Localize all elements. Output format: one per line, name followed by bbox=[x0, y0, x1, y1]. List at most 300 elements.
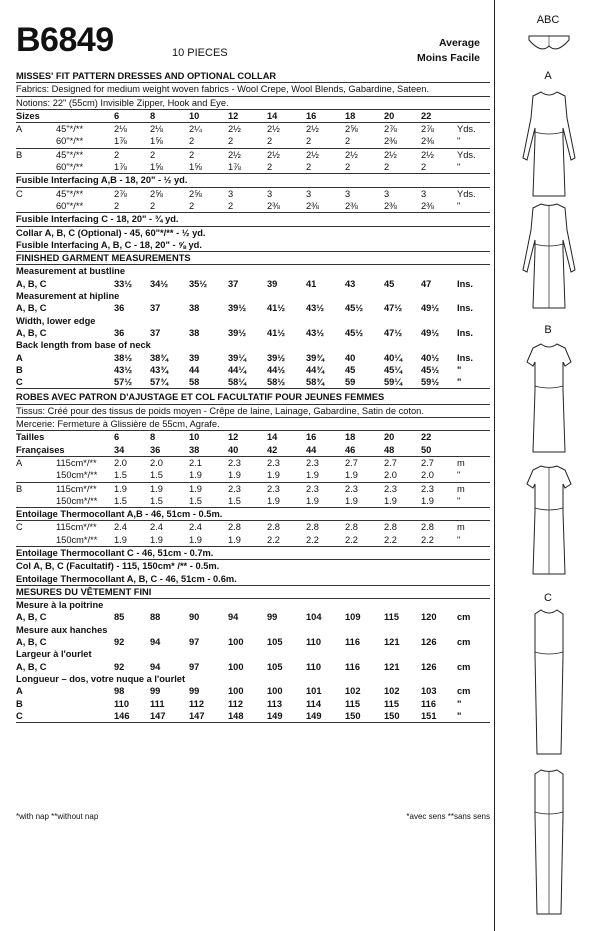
table-cell: 39½ bbox=[228, 303, 247, 314]
table-cell: 115 bbox=[384, 612, 399, 623]
section-heading bbox=[16, 70, 490, 83]
table-cell: 110 bbox=[306, 637, 321, 648]
table-cell: 58 bbox=[189, 377, 200, 388]
unit-label: " bbox=[457, 162, 461, 173]
table-cell: 97 bbox=[189, 637, 200, 648]
row-label: A, B, C bbox=[16, 612, 47, 623]
table-cell: 2.2 bbox=[384, 534, 397, 545]
table-cell: 2⅜ bbox=[421, 136, 434, 147]
table-cell: 42 bbox=[267, 444, 278, 455]
table-cell: 38 bbox=[189, 444, 200, 455]
table-cell: 44 bbox=[189, 364, 200, 375]
table-cell: 40 bbox=[228, 444, 239, 455]
line-text: Mercerie: Fermeture à Glissière de 55cm, Agrafe. bbox=[16, 419, 220, 430]
unit-label: " bbox=[457, 200, 461, 211]
table-cell: 2⅜ bbox=[267, 200, 280, 211]
table-cell: 40½ bbox=[421, 352, 440, 363]
line-text: Entoilage Thermocollant A,B - 46, 51cm - 0.5m. bbox=[16, 509, 223, 520]
table-cell: 94 bbox=[150, 637, 161, 648]
fabric-width: 60"*/** bbox=[56, 200, 84, 211]
unit-label: m bbox=[457, 457, 465, 468]
table-cell: 101 bbox=[306, 686, 322, 697]
unit-label: Ins. bbox=[457, 278, 474, 289]
table-cell: 2.0 bbox=[421, 470, 434, 481]
table-cell: 90 bbox=[189, 612, 200, 623]
info-line bbox=[16, 508, 490, 521]
table-cell: 47½ bbox=[384, 303, 403, 314]
table-cell: 2.3 bbox=[228, 483, 241, 494]
table-cell: 2.4 bbox=[114, 522, 127, 533]
table-cell: 49½ bbox=[421, 327, 440, 338]
table-cell: 148 bbox=[228, 710, 244, 721]
fabric-width: 115cm*/** bbox=[56, 483, 97, 494]
view-a-front-illustration bbox=[519, 88, 579, 198]
table-cell: 2.8 bbox=[345, 522, 358, 533]
table-cell: 97 bbox=[189, 661, 200, 672]
table-cell: 48 bbox=[384, 444, 395, 455]
table-cell: 1.9 bbox=[345, 495, 358, 506]
section-heading bbox=[16, 391, 490, 404]
view-label-collar: ABC bbox=[536, 14, 560, 26]
table-cell: 2.0 bbox=[150, 457, 163, 468]
table-cell: 1.9 bbox=[345, 470, 358, 481]
table-cell: 2.0 bbox=[384, 470, 397, 481]
table-cell: 100 bbox=[228, 686, 244, 697]
table-cell: 116 bbox=[345, 661, 360, 672]
line-text: Width, lower edge bbox=[16, 315, 96, 326]
table-row bbox=[16, 200, 490, 213]
table-cell: 1.5 bbox=[150, 470, 163, 481]
table-cell: 18 bbox=[345, 110, 356, 121]
line-text: Collar A, B, C (Optional) - 45, 60"*/** - ½ yd. bbox=[16, 227, 206, 238]
row-label: B bbox=[16, 698, 23, 709]
row-label: B bbox=[16, 483, 23, 494]
info-line bbox=[16, 290, 490, 302]
table-cell: 116 bbox=[345, 637, 360, 648]
table-cell: 20 bbox=[384, 110, 395, 121]
row-label: A bbox=[16, 124, 23, 135]
table-row bbox=[16, 611, 490, 623]
english-yardage-table bbox=[16, 70, 490, 389]
view-c-front-illustration bbox=[519, 606, 579, 756]
table-cell: 47 bbox=[421, 278, 432, 289]
table-cell: 22 bbox=[421, 432, 432, 443]
table-cell: 100 bbox=[267, 686, 283, 697]
table-cell: 43 bbox=[345, 278, 356, 289]
table-cell: 8 bbox=[150, 432, 156, 443]
view-label-a: A bbox=[544, 70, 552, 82]
row-label: A, B, C bbox=[16, 661, 47, 672]
table-cell: 49½ bbox=[421, 303, 440, 314]
unit-label: Yds. bbox=[457, 124, 476, 135]
unit-label: cm bbox=[457, 612, 471, 623]
table-cell: 110 bbox=[114, 698, 129, 709]
table-cell: 2.7 bbox=[345, 457, 358, 468]
table-cell: 44½ bbox=[267, 364, 286, 375]
table-cell: 2.7 bbox=[421, 457, 434, 468]
table-cell: 126 bbox=[421, 661, 437, 672]
line-text: Tissus: Créé pour des tissus de poids moyen - Crêpe de laine, Lainage, Gabardine, Satin de coton. bbox=[16, 405, 424, 416]
table-cell: 2.3 bbox=[267, 457, 280, 468]
unit-label: cm bbox=[457, 661, 471, 672]
table-cell: 39½ bbox=[228, 327, 247, 338]
table-cell: 14 bbox=[267, 110, 278, 121]
table-cell: 150 bbox=[345, 710, 361, 721]
row-label: Tailles bbox=[16, 432, 45, 443]
table-cell: 12 bbox=[228, 432, 239, 443]
fabric-width: 115cm*/** bbox=[56, 522, 97, 533]
table-cell: 38 bbox=[189, 303, 200, 314]
table-cell: 2 bbox=[228, 200, 234, 211]
line-text: Measurement at bustline bbox=[16, 266, 126, 277]
line-text: ROBES AVEC PATRON D'AJUSTAGE ET COL FACULTATIF POUR JEUNES FEMMES bbox=[16, 392, 385, 403]
table-cell: 2.8 bbox=[267, 522, 280, 533]
table-cell: 115 bbox=[384, 698, 399, 709]
table-row bbox=[16, 376, 490, 389]
table-cell: 1.5 bbox=[228, 495, 241, 506]
table-cell: 2.3 bbox=[306, 483, 319, 494]
table-cell: 1.9 bbox=[228, 470, 241, 481]
table-cell: 1.9 bbox=[306, 470, 319, 481]
table-cell: 2.3 bbox=[345, 483, 358, 494]
table-cell: 2⅛ bbox=[114, 124, 127, 135]
unit-label: Ins. bbox=[457, 327, 474, 338]
footnote-french: *avec sens **sans sens bbox=[406, 812, 490, 821]
table-cell: 2.3 bbox=[267, 483, 280, 494]
table-cell: 150 bbox=[384, 710, 400, 721]
table-cell: 2 bbox=[228, 136, 234, 147]
table-cell: 111 bbox=[150, 698, 165, 709]
table-cell: 43½ bbox=[306, 327, 325, 338]
fabric-width: 150cm*/** bbox=[56, 534, 98, 545]
table-cell: 2⅝ bbox=[345, 124, 358, 135]
table-cell: 3 bbox=[345, 188, 351, 199]
line-text: Fabrics: Designed for medium weight woven fabrics - Wool Crepe, Wool Blends, Gabardine, Sateen. bbox=[16, 84, 430, 95]
unit-label: Ins. bbox=[457, 352, 474, 363]
table-row bbox=[16, 534, 490, 547]
table-cell: 2⅜ bbox=[345, 200, 358, 211]
table-cell: 1⅞ bbox=[114, 162, 127, 173]
table-cell: 2.2 bbox=[345, 534, 358, 545]
table-cell: 2½ bbox=[267, 124, 280, 135]
section-heading bbox=[16, 252, 490, 265]
view-illustrations bbox=[494, 0, 600, 931]
table-row bbox=[16, 685, 490, 697]
table-cell: 121 bbox=[384, 661, 400, 672]
unit-label: Yds. bbox=[457, 188, 476, 199]
view-a-back-illustration bbox=[519, 200, 579, 310]
table-cell: 112 bbox=[228, 698, 243, 709]
row-label: B bbox=[16, 364, 23, 375]
line-text: Mesure aux hanches bbox=[16, 624, 108, 635]
unit-label: Yds. bbox=[457, 149, 476, 160]
table-cell: 85 bbox=[114, 612, 125, 623]
table-cell: 40¼ bbox=[384, 352, 403, 363]
table-cell: 36 bbox=[114, 327, 125, 338]
table-cell: 14 bbox=[267, 432, 278, 443]
row-label: A, B, C bbox=[16, 327, 47, 338]
table-cell: 39¼ bbox=[228, 352, 247, 363]
table-cell: 2⅝ bbox=[189, 188, 202, 199]
info-line bbox=[16, 339, 490, 351]
table-row bbox=[16, 457, 490, 469]
unit-label: " bbox=[457, 364, 462, 375]
table-cell: 33½ bbox=[114, 278, 133, 289]
table-cell: 92 bbox=[114, 637, 125, 648]
difficulty-en: Average bbox=[438, 37, 480, 49]
table-cell: 58¼ bbox=[228, 377, 247, 388]
table-cell: 22 bbox=[421, 110, 432, 121]
table-cell: 2 bbox=[421, 162, 427, 173]
table-cell: 151 bbox=[421, 710, 437, 721]
table-cell: 2⅜ bbox=[384, 136, 397, 147]
table-cell: 3 bbox=[228, 188, 234, 199]
table-cell: 103 bbox=[421, 686, 437, 697]
table-cell: 2 bbox=[345, 136, 351, 147]
table-row bbox=[16, 364, 490, 376]
table-cell: 1⅝ bbox=[150, 136, 163, 147]
table-cell: 2½ bbox=[228, 124, 241, 135]
table-cell: 109 bbox=[345, 612, 361, 623]
table-cell: 102 bbox=[384, 686, 400, 697]
table-cell: 38½ bbox=[114, 352, 133, 363]
table-row bbox=[16, 431, 490, 443]
table-cell: 2.7 bbox=[384, 457, 397, 468]
table-cell: 120 bbox=[421, 612, 437, 623]
line-text: Fusible Interfacing A, B, C - 18, 20" - ⅝ yd. bbox=[16, 239, 202, 250]
table-row bbox=[16, 161, 490, 174]
table-cell: 39¾ bbox=[306, 352, 325, 363]
view-label-b: B bbox=[544, 324, 552, 336]
table-cell: 1.9 bbox=[150, 483, 163, 494]
info-line bbox=[16, 315, 490, 327]
table-cell: 99 bbox=[267, 612, 278, 623]
fabric-width: 45"*/** bbox=[56, 188, 84, 199]
table-cell: 36 bbox=[150, 444, 161, 455]
line-text: Notions: 22" (55cm) Invisible Zipper, Hook and Eye. bbox=[16, 97, 229, 108]
row-label: C bbox=[16, 710, 23, 721]
table-cell: 39 bbox=[189, 352, 200, 363]
table-row bbox=[16, 636, 490, 648]
table-cell: 2.4 bbox=[150, 522, 163, 533]
row-label: A bbox=[16, 457, 23, 468]
table-cell: 104 bbox=[306, 612, 322, 623]
table-cell: 2 bbox=[189, 200, 195, 211]
collar-illustration bbox=[527, 32, 571, 56]
table-cell: 43½ bbox=[114, 364, 133, 375]
table-cell: 59½ bbox=[421, 377, 440, 388]
view-b-back-illustration bbox=[519, 462, 579, 577]
table-cell: 2⅞ bbox=[384, 124, 397, 135]
table-cell: 1.9 bbox=[384, 495, 397, 506]
table-row bbox=[16, 661, 490, 673]
table-cell: 1.9 bbox=[267, 495, 280, 506]
table-row bbox=[16, 110, 490, 123]
table-cell: 1.9 bbox=[114, 534, 127, 545]
table-cell: 2.8 bbox=[421, 522, 434, 533]
row-label: A, B, C bbox=[16, 637, 47, 648]
french-yardage-table bbox=[16, 391, 490, 723]
table-cell: 2.2 bbox=[421, 534, 434, 545]
table-cell: 1.5 bbox=[150, 495, 163, 506]
table-cell: 6 bbox=[114, 110, 120, 121]
table-row bbox=[16, 135, 490, 148]
table-cell: 3 bbox=[421, 188, 427, 199]
table-cell: 2.3 bbox=[421, 483, 434, 494]
table-cell: 45½ bbox=[345, 303, 364, 314]
table-cell: 1.5 bbox=[114, 495, 127, 506]
line-text: MESURES DU VÊTEMENT FINI bbox=[16, 586, 152, 597]
row-label: Sizes bbox=[16, 110, 40, 121]
table-cell: 2⅛ bbox=[150, 124, 163, 135]
table-cell: 2¼ bbox=[189, 124, 202, 135]
table-cell: 1⅞ bbox=[114, 136, 127, 147]
view-c-back-illustration bbox=[519, 766, 579, 916]
unit-label: m bbox=[457, 483, 465, 494]
table-cell: 45 bbox=[384, 278, 395, 289]
table-cell: 58½ bbox=[267, 377, 286, 388]
table-row bbox=[16, 352, 490, 364]
table-cell: 105 bbox=[267, 661, 283, 672]
table-cell: 37 bbox=[150, 327, 161, 338]
unit-label: " bbox=[457, 470, 461, 481]
table-cell: 1.9 bbox=[189, 470, 202, 481]
table-cell: 2½ bbox=[345, 149, 358, 160]
info-line bbox=[16, 174, 490, 187]
table-cell: 94 bbox=[228, 612, 239, 623]
table-row bbox=[16, 149, 490, 161]
table-cell: 58¾ bbox=[306, 377, 325, 388]
table-cell: 10 bbox=[189, 432, 200, 443]
line-text: Measurement at hipline bbox=[16, 291, 120, 302]
table-cell: 2.8 bbox=[228, 522, 241, 533]
table-row bbox=[16, 302, 490, 314]
table-cell: 98 bbox=[114, 686, 125, 697]
table-cell: 2.1 bbox=[189, 457, 202, 468]
table-cell: 121 bbox=[384, 637, 400, 648]
row-label: A, B, C bbox=[16, 278, 47, 289]
table-cell: 2½ bbox=[228, 149, 241, 160]
table-cell: 1.5 bbox=[189, 495, 202, 506]
table-cell: 2.8 bbox=[306, 522, 319, 533]
table-cell: 44 bbox=[306, 444, 317, 455]
info-line bbox=[16, 227, 490, 239]
unit-label: cm bbox=[457, 686, 471, 697]
table-row bbox=[16, 123, 490, 135]
row-label: A bbox=[16, 686, 23, 697]
fabric-width: 115cm*/** bbox=[56, 457, 97, 468]
row-label: Françaises bbox=[16, 444, 65, 455]
table-cell: 2 bbox=[114, 149, 120, 160]
info-line bbox=[16, 265, 490, 277]
table-cell: 2½ bbox=[306, 149, 319, 160]
table-cell: 45½ bbox=[421, 364, 440, 375]
table-cell: 116 bbox=[421, 698, 436, 709]
pattern-code: B6849 bbox=[16, 21, 114, 59]
pattern-envelope-back bbox=[16, 22, 490, 723]
unit-label: " bbox=[457, 534, 461, 545]
info-line bbox=[16, 599, 490, 611]
table-cell: 1⅝ bbox=[189, 162, 202, 173]
difficulty-level bbox=[417, 36, 480, 66]
table-row bbox=[16, 469, 490, 482]
line-text: Fusible Interfacing C - 18, 20" - ¾ yd. bbox=[16, 214, 179, 225]
table-cell: 1.5 bbox=[114, 470, 127, 481]
table-cell: 2 bbox=[384, 162, 390, 173]
table-cell: 2 bbox=[189, 149, 195, 160]
row-label: C bbox=[16, 377, 23, 388]
table-cell: 12 bbox=[228, 110, 239, 121]
table-cell: 2⅝ bbox=[150, 188, 163, 199]
row-label: A, B, C bbox=[16, 303, 47, 314]
table-cell: 16 bbox=[306, 110, 317, 121]
table-cell: 2.3 bbox=[306, 457, 319, 468]
table-row bbox=[16, 444, 490, 457]
table-cell: 3 bbox=[267, 188, 273, 199]
table-row bbox=[16, 521, 490, 533]
table-cell: 41½ bbox=[267, 303, 286, 314]
table-cell: 1⅝ bbox=[150, 162, 163, 173]
table-cell: 2 bbox=[345, 162, 351, 173]
table-cell: 41 bbox=[306, 278, 317, 289]
unit-label: Ins. bbox=[457, 303, 474, 314]
table-cell: 2⅞ bbox=[421, 124, 434, 135]
table-cell: 99 bbox=[150, 686, 161, 697]
table-cell: 1.9 bbox=[228, 534, 241, 545]
table-cell: 1.9 bbox=[421, 495, 434, 506]
row-label: B bbox=[16, 149, 23, 160]
table-row bbox=[16, 483, 490, 495]
table-cell: 94 bbox=[150, 661, 161, 672]
table-cell: 43¾ bbox=[150, 364, 169, 375]
info-line bbox=[16, 97, 490, 110]
fabric-width: 60"*/** bbox=[56, 136, 84, 147]
line-text: Entoilage Thermocollant A, B, C - 46, 51cm - 0.6m. bbox=[16, 573, 237, 584]
table-cell: 1.9 bbox=[189, 483, 202, 494]
table-cell: 2.2 bbox=[267, 534, 280, 545]
unit-label: m bbox=[457, 522, 465, 533]
table-cell: 2 bbox=[150, 149, 156, 160]
table-cell: 2 bbox=[267, 162, 273, 173]
table-cell: 147 bbox=[150, 710, 166, 721]
table-cell: 2 bbox=[114, 200, 120, 211]
info-line bbox=[16, 239, 490, 252]
table-cell: 57¾ bbox=[150, 377, 169, 388]
table-cell: 2⅜ bbox=[384, 200, 397, 211]
info-line bbox=[16, 624, 490, 636]
table-cell: 2.3 bbox=[384, 483, 397, 494]
fabric-width: 60"*/** bbox=[56, 162, 84, 173]
unit-label: " bbox=[457, 495, 461, 506]
line-text: MISSES' FIT PATTERN DRESSES AND OPTIONAL COLLAR bbox=[16, 71, 277, 81]
line-text: Fusible Interfacing A,B - 18, 20" - ½ yd. bbox=[16, 175, 188, 186]
info-line bbox=[16, 405, 490, 418]
fabric-width: 45"*/** bbox=[56, 124, 84, 135]
table-cell: 88 bbox=[150, 612, 161, 623]
view-b-front-illustration bbox=[519, 340, 579, 455]
table-cell: 8 bbox=[150, 110, 156, 121]
table-cell: 100 bbox=[228, 637, 244, 648]
table-cell: 47½ bbox=[384, 327, 403, 338]
table-cell: 2½ bbox=[421, 149, 434, 160]
table-row bbox=[16, 278, 490, 290]
info-line bbox=[16, 573, 490, 586]
table-cell: 115 bbox=[345, 698, 360, 709]
table-cell: 1.9 bbox=[189, 534, 202, 545]
table-cell: 41½ bbox=[267, 327, 286, 338]
table-cell: 34½ bbox=[150, 278, 169, 289]
table-cell: 2½ bbox=[267, 149, 280, 160]
